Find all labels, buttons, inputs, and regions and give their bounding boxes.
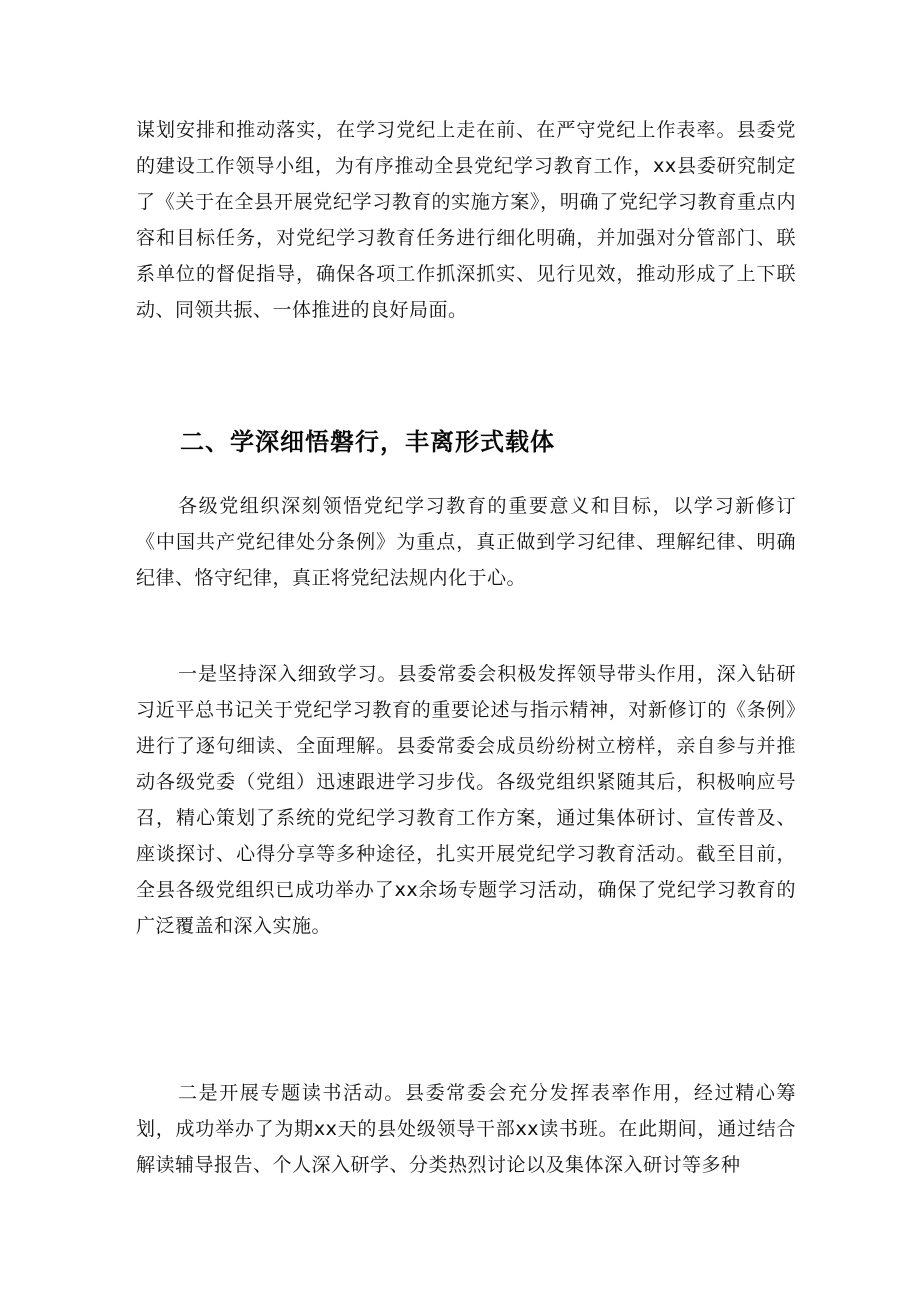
section-heading: 二、学深细悟磐行，丰离形式载体 xyxy=(180,428,555,456)
paragraph-study-item-two: 二是开展专题读书活动。县委常委会充分发挥表率作用，经过精心筹划，成功举办了为期xx天的县处级领导干部xx读书班。在此期间，通过结合解读辅导报告、个人深入研学、分类热烈讨论以及集体深入研讨等多种 xyxy=(136,1082,796,1176)
paragraph-section-intro: 各级党组织深刻领悟党纪学习教育的重要意义和目标，以学习新修订《中国共产党纪律处分条例》为重点，真正做到学习纪律、理解纪律、明确纪律、恪守纪律，真正将党纪法规内化于心。 xyxy=(136,495,796,589)
paragraph-study-item-one: 一是坚持深入细致学习。县委常委会积极发挥领导带头作用，深入钻研习近平总书记关于党纪学习教育的重要论述与指示精神，对新修订的《条例》进行了逐句细读、全面理解。县委常委会成员纷纷树立榜样，亲自参与并推动各级党委（党组）迅速跟进学习步伐。各级党组织紧随其后，积极响应号召，精心策划了系统的党纪学习教育工作方案，通过集体研讨、宣传普及、座谈探讨、心得分享等多种途径，扎实开展党纪学习教育活动。截至目前，全县各级党组织已成功举办了xx余场专题学习活动，确保了党纪学习教育的广泛覆盖和深入实施。 xyxy=(136,663,796,937)
paragraph-continuation: 谋划安排和推动落实，在学习党纪上走在前、在严守党纪上作表率。县委党的建设工作领导小组，为有序推动全县党纪学习教育工作，xx县委研究制定了《关于在全县开展党纪学习教育的实施方案》，明确了党纪学习教育重点内容和目标任务，对党纪学习教育任务进行细化明确，并加强对分管部门、联系单位的督促指导，确保各项工作抓深抓实、见行见效，推动形成了上下联动、同领共振、一体推进的良好局面。 xyxy=(136,119,796,321)
